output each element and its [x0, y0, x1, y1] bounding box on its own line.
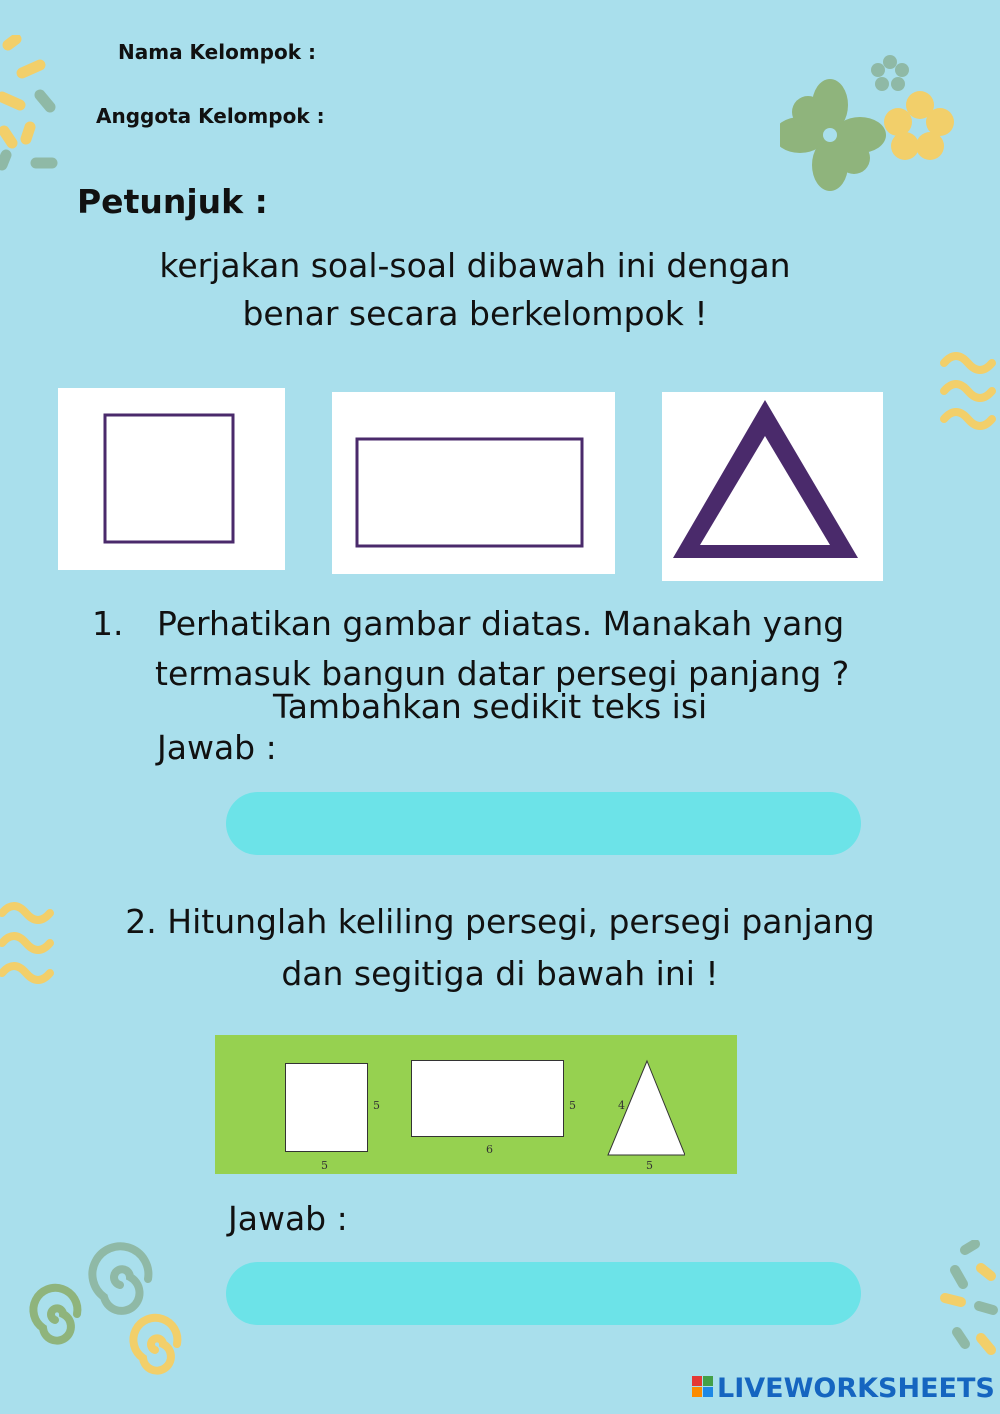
left-wave-decoration — [0, 895, 60, 995]
top-left-decoration — [0, 35, 70, 175]
instructions-line-1: kerjakan soal-soal dibawah ini dengan — [159, 246, 791, 285]
flower-decoration — [780, 50, 960, 200]
liveworksheets-logo-icon — [692, 1376, 714, 1398]
figure-rectangle — [411, 1060, 564, 1137]
question-2-line-1: 2. Hitunglah keliling persegi, persegi panjang — [125, 902, 875, 941]
question-2-answer-field[interactable] — [226, 1262, 861, 1325]
rectangle-shape — [332, 392, 615, 574]
question-1-answer-label: Jawab : — [157, 728, 277, 767]
right-wave-decoration — [940, 345, 1000, 440]
figure-square-side-label: 5 — [373, 1099, 380, 1112]
figure-triangle-side-label: 4 — [618, 1099, 625, 1112]
instructions-text — [60, 242, 890, 338]
bottom-right-decoration — [935, 1240, 1000, 1380]
group-members-label: Anggota Kelompok : — [96, 104, 325, 128]
group-name-label: Nama Kelompok : — [118, 40, 316, 64]
square-shape — [58, 388, 285, 570]
question-2-line-2: dan segitiga di bawah ini ! — [281, 954, 719, 993]
question-2-text — [90, 898, 910, 998]
figure-rectangle-side-label: 5 — [569, 1099, 576, 1112]
liveworksheets-logo[interactable] — [692, 1373, 995, 1404]
square-panel — [58, 388, 285, 570]
triangle-shape — [662, 392, 883, 581]
question-1-number: 1. — [92, 604, 124, 643]
rectangle-panel — [332, 392, 615, 574]
liveworksheets-logo-text: LIVEWORKSHEETS — [717, 1373, 995, 1404]
figure-triangle — [605, 1059, 685, 1159]
question-1-line-1: Perhatikan gambar diatas. Manakah yang — [157, 604, 845, 643]
figure-panel — [215, 1035, 737, 1174]
question-2-answer-label: Jawab : — [228, 1199, 348, 1238]
question-1-overlay-text: Tambahkan sedikit teks isi — [273, 687, 708, 726]
instructions-line-2: benar secara berkelompok ! — [242, 294, 708, 333]
spiral-decoration — [25, 1240, 205, 1400]
question-1-answer-field[interactable] — [226, 792, 861, 855]
figure-square-bottom-label: 5 — [321, 1159, 328, 1172]
figure-triangle-bottom-label: 5 — [646, 1159, 653, 1172]
figure-square — [285, 1063, 368, 1152]
instructions-title: Petunjuk : — [77, 182, 268, 221]
question-1-line-2: termasuk bangun datar persegi panjang ? — [155, 654, 850, 693]
triangle-panel — [662, 392, 883, 581]
figure-rectangle-bottom-label: 6 — [486, 1143, 493, 1156]
